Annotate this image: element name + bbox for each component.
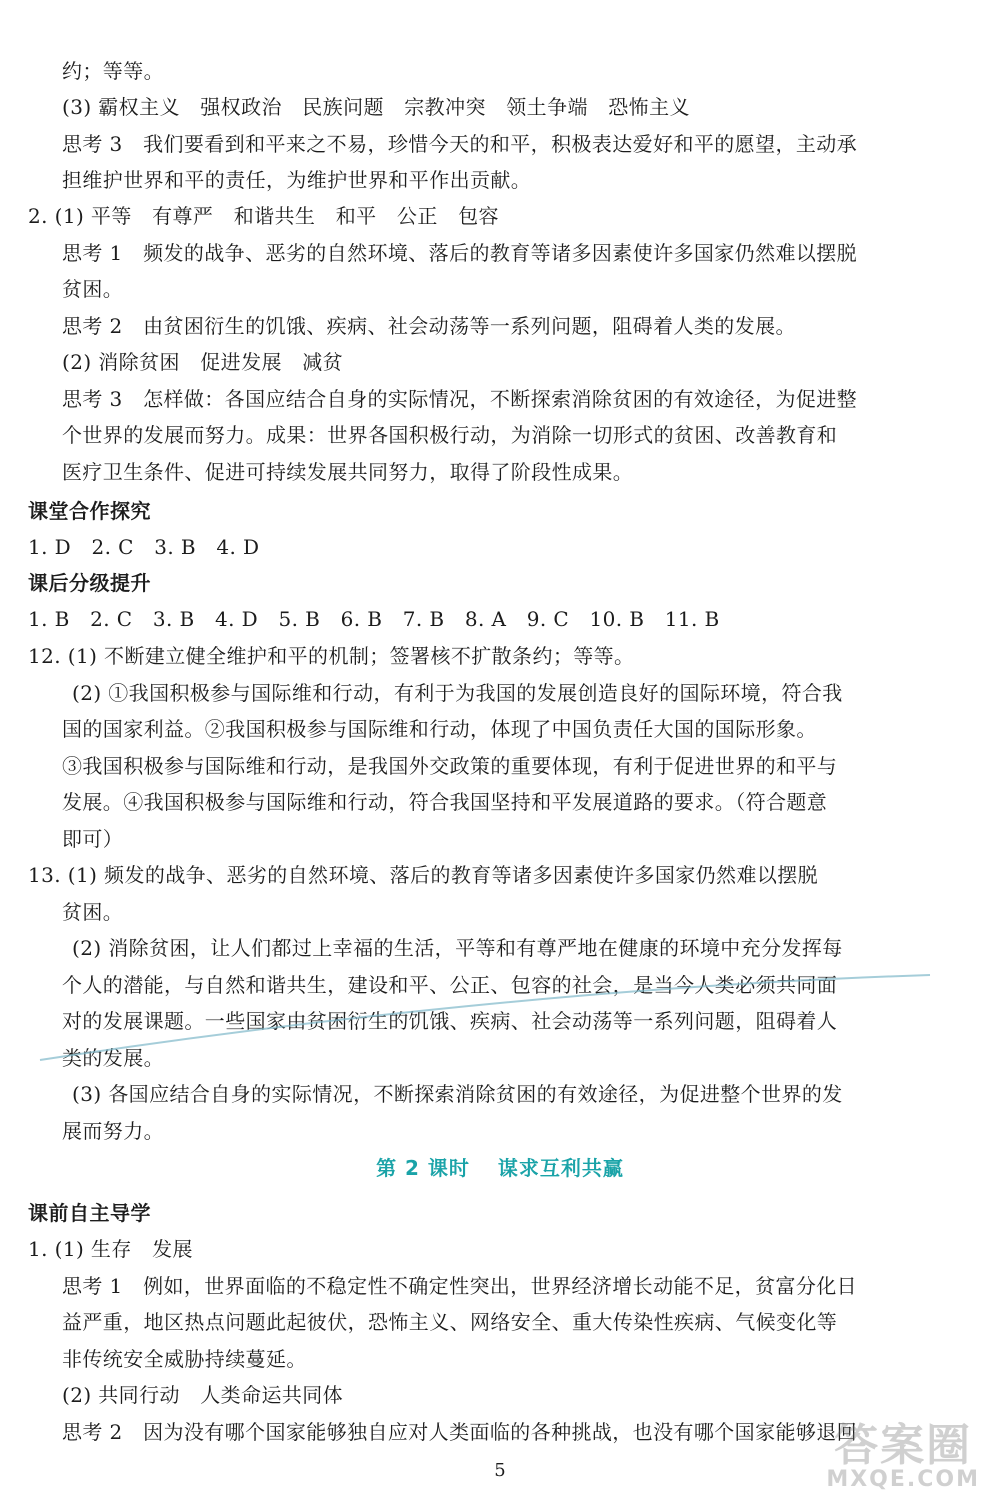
text-line: 医疗卫生条件、促进可持续发展共同努力，取得了阶段性成果。 xyxy=(62,460,634,484)
lesson-heading xyxy=(0,1152,1000,1181)
text-line: (2) 消除贫困，让人们都过上幸福的生活，平等和有尊严地在健康的环境中充分发挥每 xyxy=(72,936,843,960)
text-line: 约；等等。 xyxy=(62,59,164,83)
section-heading: 课后分级提升 xyxy=(28,571,151,595)
page-number: 5 xyxy=(494,1460,506,1481)
text-line: 贫困。 xyxy=(62,277,124,301)
text-line: 个人的潜能，与自然和谐共生，建设和平、公正、包容的社会，是当今人类必须共同面 xyxy=(62,973,838,997)
text-line: 思考 1 例如，世界面临的不稳定性不确定性突出，世界经济增长动能不足，贫富分化日 xyxy=(62,1274,858,1298)
text-line: 即可） xyxy=(62,827,124,851)
text-line: (3) 霸权主义 强权政治 民族问题 宗教冲突 领土争端 恐怖主义 xyxy=(62,95,690,119)
watermark-top: 答案圈 xyxy=(834,1420,973,1471)
text-line: 思考 2 因为没有哪个国家能够独自应对人类面临的各种挑战，也没有哪个国家能够退回 xyxy=(62,1420,858,1444)
text-line: 展而努力。 xyxy=(62,1119,164,1143)
text-line: 1. D 2. C 3. B 4. D xyxy=(28,535,260,559)
watermark-bottom: MXQE.COM xyxy=(826,1467,980,1492)
text-line: 对的发展课题。一些国家由贫困衍生的饥饿、疾病、社会动荡等一系列问题，阻碍着人 xyxy=(62,1009,838,1033)
text-line: 非传统安全威胁持续蔓延。 xyxy=(62,1347,307,1371)
text-line: 1. (1) 生存 发展 xyxy=(28,1237,193,1261)
text-line: 类的发展。 xyxy=(62,1046,164,1070)
text-line: (2) ①我国积极参与国际维和行动，有利于为我国的发展创造良好的国际环境，符合我 xyxy=(72,681,843,705)
text-line: (2) 消除贫困 促进发展 减贫 xyxy=(62,350,344,374)
text-line: 1. B 2. C 3. B 4. D 5. B 6. B 7. B 8. A 9. C 10. B 11. B xyxy=(28,607,720,631)
text-line: (3) 各国应结合自身的实际情况，不断探索消除贫困的有效途径，为促进整个世界的发 xyxy=(72,1082,843,1106)
text-line: 个世界的发展而努力。成果：世界各国积极行动，为消除一切形式的贫困、改善教育和 xyxy=(62,423,838,447)
text-line: 思考 3 我们要看到和平来之不易，珍惜今天的和平，积极表达爱好和平的愿望，主动承 xyxy=(62,132,858,156)
section-heading: 课前自主导学 xyxy=(28,1201,151,1225)
text-line: 思考 2 由贫困衍生的饥饿、疾病、社会动荡等一系列问题，阻碍着人类的发展。 xyxy=(62,314,796,338)
text-line: 2. (1) 平等 有尊严 和谐共生 和平 公正 包容 xyxy=(28,204,499,228)
text-line: (2) 共同行动 人类命运共同体 xyxy=(62,1383,344,1407)
text-line: 发展。④我国积极参与国际维和行动，符合我国坚持和平发展道路的要求。（符合题意 xyxy=(62,790,828,814)
section-heading: 课堂合作探究 xyxy=(28,499,151,523)
text-line: 13. (1) 频发的战争、恶劣的自然环境、落后的教育等诸多因素使许多国家仍然难以摆脱 xyxy=(28,863,819,887)
text-line: 思考 3 怎样做：各国应结合自身的实际情况，不断探索消除贫困的有效途径，为促进整 xyxy=(62,387,858,411)
text-line: 国的国家利益。②我国积极参与国际维和行动，体现了中国负责任大国的国际形象。 xyxy=(62,717,817,741)
text-line: 思考 1 频发的战争、恶劣的自然环境、落后的教育等诸多因素使许多国家仍然难以摆脱 xyxy=(62,241,858,265)
text-line: 12. (1) 不断建立健全维护和平的机制；签署核不扩散条约；等等。 xyxy=(28,644,635,668)
text-line: 益严重，地区热点问题此起彼伏，恐怖主义、网络安全、重大传染性疾病、气候变化等 xyxy=(62,1310,838,1334)
watermark-logo xyxy=(826,1420,980,1492)
lesson-number: 第 2 课时 xyxy=(376,1156,470,1180)
lesson-title: 谋求互利共赢 xyxy=(497,1156,624,1180)
text-line: 贫困。 xyxy=(62,900,124,924)
text-line: 担维护世界和平的责任，为维护世界和平作出贡献。 xyxy=(62,168,532,192)
text-line: ③我国积极参与国际维和行动，是我国外交政策的重要体现，有利于促进世界的和平与 xyxy=(62,754,838,778)
